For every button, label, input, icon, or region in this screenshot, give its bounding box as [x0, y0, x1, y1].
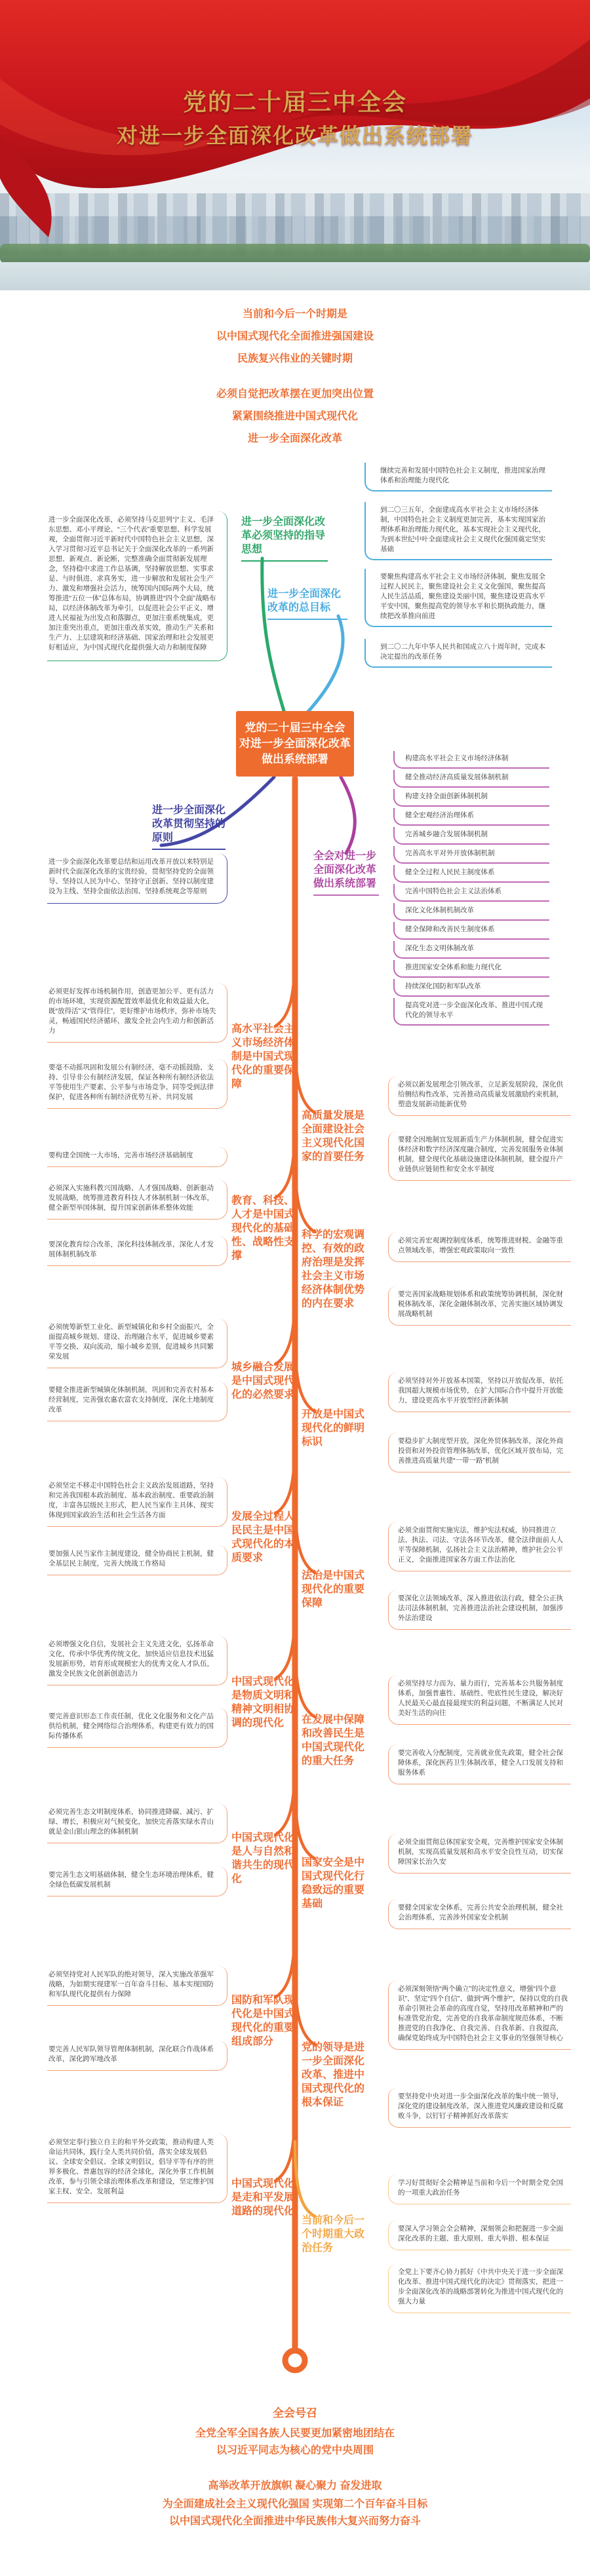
deployment-item: 推进国家安全体系和能力现代化: [393, 960, 549, 978]
intro-p1-line2: 以中国式现代化全面推进强国建设: [216, 331, 374, 342]
section-box: 必须深刻领悟“两个确立”的决定性意义，增强“四个意识”、坚定“四个自信”、做到“两个维护”，保持以党的自我革命引领社会革命的高度自觉，坚持用改革精神和严的标准管党治党，完善党的自我革命制度规范体系，不断推进党的自我净化、自我完善、自我革新、自我提高，确保党始终成为中国特色社会主义事业的坚强领导核心: [388, 1980, 571, 2050]
section-box: 必须全面贯彻实施宪法，维护宪法权威，协同推进立法、执法、司法、守法各环节改革，健全法律面前人人平等保障机制，弘扬社会主义法治精神，维护社会公平正义，全面推进国家各方面工作法治化: [388, 1522, 571, 1571]
deployment-item: 健全宏观经济治理体系: [393, 808, 549, 826]
section-label-opening-up: 开放是中国式现代化的鲜明标识: [302, 1409, 365, 1448]
intro-p2-line2: 紧紧围绕推进中国式现代化: [231, 411, 358, 422]
section-box: 要稳步扩大制度型开放，深化外贸体制改革，深化外商投资和对外投资管理体制改革，优化区域开放布局，完善推进高质量共建“一带一路”机制: [388, 1432, 571, 1472]
section-label-market-economy: 高水平社会主义市场经济体制是中国式现代化的重要保障: [231, 1024, 295, 1090]
section-box: 要完善收入分配制度，完善就业优先政策，健全社会保障体系，深化医药卫生体制改革，健全人口发展支持和服务体系: [388, 1744, 571, 1784]
section-label-urban-rural-integration: 城乡融合发展是中国式现代化的必然要求: [231, 1362, 295, 1400]
footer-line: 高举改革开放旗帜 凝心聚力 奋发进取: [208, 2480, 382, 2491]
river-water: [0, 262, 590, 290]
section-box: 要健全推进新型城镇化体制机制，巩固和完善农村基本经营制度，完善强农惠农富农支持制度，深化土地制度改革: [47, 1381, 227, 1421]
guiding-thought-box: 进一步全面深化改革，必须坚持马克思列宁主义、毛泽东思想、邓小平理论、“三个代表”重要思想、科学发展观，全面贯彻习近平新时代中国特色社会主义思想，深入学习贯彻习近平总书记关于全面深化改革的一系列新思想、新观点、新论断，完整准确全面贯彻新发展理念，坚持稳中求进工作总基调，坚持解放思想、实事求是、与时俱进、求真务实，进一步解放和发展社会生产力、激发和增强社会活力，统筹国内国际两个大局，统筹推进“五位一体”总体布局，协调推进“四个全面”战略布局，以经济体制改革为牵引，以促进社会公平正义、增进人民福祉为出发点和落脚点，更加注重系统集成，更加注重突出重点，更加注重改革实效，推动生产关系和生产力、上层建筑和经济基础、国家治理和社会发展更好相适应，为中国式现代化提供强大动力和制度保障: [47, 511, 227, 661]
intro-p2-line1: 必须自觉把改革摆在更加突出位置: [216, 389, 374, 400]
principles-box: 进一步全面深化改革要总结和运用改革开放以来特别是新时代全面深化改革的宝贵经验，贯彻坚持党的全面领导、坚持以人民为中心、坚持守正创新、坚持以制度建设为主线、坚持全面依法治国、坚持系统观念等原则: [47, 853, 227, 904]
deployment-item: 深化文化体制机制改革: [393, 903, 549, 921]
section-box: 必须深入实施科教兴国战略、人才强国战略、创新驱动发展战略，统筹推进教育科技人才体制机制一体改革，健全新型举国体制，提升国家创新体系整体效能: [47, 1180, 227, 1220]
footer-line: 以习近平同志为核心的党中央周围: [216, 2445, 374, 2456]
section-label-whole-process-democracy: 发展全过程人民民主是中国式现代化的本质要求: [231, 1511, 295, 1564]
goal-item: 到二〇二九年中华人民共和国成立八十周年时，完成本决定提出的改革任务: [364, 639, 552, 668]
section-label-national-security: 国家安全是中国式现代化行稳致远的重要基础: [302, 1857, 365, 1910]
section-box: 要毫不动摇巩固和发展公有制经济，毫不动摇鼓励、支持、引导非公有制经济发展，保证各种所有制经济依法平等使用生产要素、公平参与市场竞争、同等受到法律保护，促进各种所有制经济优势互补、共同发展: [47, 1059, 227, 1109]
section-box: 必须增强文化自信，发展社会主义先进文化，弘扬革命文化，传承中华优秀传统文化，加快适应信息技术迅猛发展新形势，培育形成规模宏大的优秀文化人才队伍，激发全民族文化创新创造活力: [47, 1636, 227, 1685]
section-box: 必须统筹新型工业化、新型城镇化和乡村全面振兴，全面提高城乡规划、建设、治理融合水平，促进城乡要素平等交换、双向流动，缩小城乡差别，促进城乡共同繁荣发展: [47, 1318, 227, 1368]
section-box: 必须坚持对外开放基本国策，坚持以开放促改革，依托我国超大规模市场优势，在扩大国际合作中提升开放能力，建设更高水平开放型经济新体制: [388, 1372, 571, 1412]
section-box: 要完善意识形态工作责任制，优化文化服务和文化产品供给机制，健全网络综合治理体系，构建更有效力的国际传播体系: [47, 1708, 227, 1748]
central-line3: 做出系统部署: [262, 753, 328, 765]
section-box: 必须完善生态文明制度体系，协同推进降碳、减污、扩绿、增长，积极应对气候变化，加快完善落实绿水青山就是金山银山理念的体制机制: [47, 1803, 227, 1843]
section-box: 要深化教育综合改革，深化科技体制改革，深化人才发展体制机制改革: [47, 1236, 227, 1266]
section-box: 必须坚持党对人民军队的绝对领导，深入实施改革强军战略，为如期实现建军一百年奋斗目标、基本实现国防和军队现代化提供有力保障: [47, 1966, 227, 2006]
central-topic-node: [236, 711, 354, 777]
deployment-item: 完善中国特色社会主义法治体系: [393, 884, 549, 902]
section-label-rule-of-law: 法治是中国式现代化的重要保障: [302, 1570, 365, 1609]
branch-label-overall-goal: 进一步全面深化改革的总目标: [267, 587, 347, 620]
goal-item: 到二〇三五年，全面建成高水平社会主义市场经济体制，中国特色社会主义制度更加完善，基本实现国家治理体系和治理能力现代化，基本实现社会主义现代化，为到本世纪中叶全面建成社会主义现代化强国奠定坚实基础: [364, 502, 552, 560]
section-label-party-leadership: 党的领导是进一步全面深化改革、推进中国式现代化的根本保证: [302, 2042, 365, 2108]
section-box: 必须坚持尽力而为、量力而行，完善基本公共服务制度体系，加强普惠性、基础性、兜底性民生建设，解决好人民最关心最直接最现实的利益问题，不断满足人民对美好生活的向往: [388, 1675, 571, 1725]
section-box: 要完善人民军队领导管理体制机制，深化联合作战体系改革，深化跨军地改革: [47, 2041, 227, 2071]
section-box: 学习好贯彻好全会精神是当前和今后一个时期全党全国的一项重大政治任务: [388, 2174, 571, 2204]
branch-label-principles: 进一步全面深化改革贯彻坚持的原则: [152, 803, 226, 850]
main-title-line1: 党的二十届三中全会: [182, 88, 407, 115]
deployment-item: 健全全过程人民民主制度体系: [393, 865, 549, 883]
deployment-item: 完善城乡融合发展体制机制: [393, 827, 549, 845]
section-label-material-spiritual-civilization: 中国式现代化是物质文明和精神文明相协调的现代化: [231, 1676, 295, 1729]
section-box: 要深化立法领域改革，深入推进依法行政，健全公正执法司法体制机制，完善推进法治社会建设机制，加强涉外法治建设: [388, 1590, 571, 1630]
section-label-education-science-talent: 教育、科技、人才是中国式现代化的基础性、战略性支撑: [231, 1195, 295, 1261]
goal-item: 继续完善和发展中国特色社会主义制度，推进国家治理体系和治理能力现代化: [364, 463, 552, 491]
section-box: 要坚持党中央对进一步全面深化改革的集中统一领导，深化党的建设制度改革，深入推进党风廉政建设和反腐败斗争，以钉钉子精神抓好改革落实: [388, 2088, 571, 2128]
section-box: 要深入学习领会全会精神，深刻领会和把握进一步全面深化改革的主题、重大原则、重大举措、根本保证: [388, 2220, 571, 2250]
section-box: 要完善生态文明基础体制，健全生态环境治理体系，健全绿色低碳发展机制: [47, 1866, 227, 1896]
footer-line: 全党全军全国各族人民要更加紧密地团结在: [195, 2428, 395, 2439]
section-box: 要完善国家战略规划体系和政策统筹协调机制，深化财税体制改革，深化金融体制改革，完善实施区域协调发展战略机制: [388, 1286, 571, 1326]
central-line2: 对进一步全面深化改革: [239, 737, 351, 750]
section-box: 必须完善宏观调控制度体系，统筹推进财税、金融等重点领域改革，增强宏观政策取向一致性: [388, 1232, 571, 1262]
section-box: 要构建全国统一大市场，完善市场经济基础制度: [47, 1147, 227, 1167]
branch-label-guiding-thought: 进一步全面深化改革必须坚持的指导思想: [241, 515, 328, 562]
main-title-line2: 对进一步全面深化改革做出系统部署: [116, 124, 473, 147]
section-box: 必须全面贯彻总体国家安全观，完善维护国家安全体制机制，实现高质量发展和高水平安全良性互动，切实保障国家长治久安: [388, 1834, 571, 1874]
branch-label-deployment: 全会对进一步全面深化改革做出系统部署: [313, 849, 379, 896]
deployment-item: 提高党对进一步全面深化改革、推进中国式现代化的领导水平: [393, 998, 549, 1026]
deployment-item: 持续深化国防和军队改革: [393, 979, 549, 997]
section-box: 必须坚定奉行独立自主的和平外交政策，推动构建人类命运共同体，践行全人类共同价值，落实全球发展倡议、全球安全倡议、全球文明倡议，倡导平等有序的世界多极化、普惠包容的经济全球化，深化外事工作机制改革，参与引领全球治理体系改革和建设，坚定维护国家主权、安全、发展利益: [47, 2134, 227, 2203]
deployment-item: 完善高水平对外开放体制机制: [393, 846, 549, 864]
deployment-item: 健全保障和改善民生制度体系: [393, 922, 549, 940]
intro-p2-line3: 进一步全面深化改革: [247, 433, 342, 444]
section-label-peoples-livelihood: 在发展中保障和改善民生是中国式现代化的重大任务: [302, 1714, 365, 1767]
footer-line: 为全面建成社会主义现代化强国 实现第二个百年奋斗目标: [162, 2499, 428, 2510]
section-box: 必须以新发展理念引领改革，立足新发展阶段，深化供给侧结构性改革，完善推动高质量发展激励约束机制，塑造发展新动能新优势: [388, 1076, 571, 1116]
section-box: 必须坚定不移走中国特色社会主义政治发展道路，坚持和完善我国根本政治制度、基本政治制度、重要政治制度，丰富各层级民主形式，把人民当家作主具体、现实体现到国家政治生活和社会生活各方面: [47, 1477, 227, 1527]
deployment-item: 构建高水平社会主义市场经济体制: [393, 751, 549, 769]
section-box: 必须更好发挥市场机制作用，创造更加公平、更有活力的市场环境，实现资源配置效率最优化和效益最大化，既“放得活”又“管得住”，更好维护市场秩序，弥补市场失灵，畅通国民经济循环，激发全社会内生动力和创新活力: [47, 983, 227, 1043]
section-box: 要健全因地制宜发展新质生产力体制机制，健全促进实体经济和数字经济深度融合制度，完善发展服务业体制机制，健全现代化基础设施建设体制机制，健全提升产业链供应链韧性和安全水平制度: [388, 1131, 571, 1181]
deployment-item: 构建支持全面创新体制机制: [393, 789, 549, 807]
central-line1: 党的二十届三中全会: [245, 721, 345, 734]
goal-item: 要聚焦构建高水平社会主义市场经济体制，聚焦发展全过程人民民主，聚焦建设社会主义文化强国，聚焦提高人民生活品质，聚焦建设美丽中国，聚焦建设更高水平平安中国，聚焦提高党的领导水平和长期执政能力，继续把改革推向前进: [364, 569, 552, 627]
section-label-macro-governance: 科学的宏观调控、有效的政府治理是发挥社会主义市场经济体制优势的内在要求: [302, 1229, 365, 1309]
section-box: 要加强人民当家作主制度建设，健全协商民主机制，健全基层民主制度，完善大统战工作格局: [47, 1545, 227, 1575]
section-label-major-political-task: 当前和今后一个时期重大政治任务: [302, 2215, 365, 2254]
deployment-item: 深化生态文明体制改革: [393, 941, 549, 959]
section-label-national-defense: 国防和军队现代化是中国式现代化的重要组成部分: [231, 1995, 295, 2047]
section-box: 全党上下要齐心协力抓好《中共中央关于进一步全面深化改革、推进中国式现代化的决定》贯彻落实，把进一步全面深化改革的战略部署转化为推进中国式现代化的强大力量: [388, 2263, 571, 2313]
footer-line: 以中国式现代化全面推进中华民族伟大复兴而努力奋斗: [168, 2516, 421, 2527]
deployment-item: 健全推动经济高质量发展体制机制: [393, 770, 549, 788]
intro-p1-line3: 民族复兴伟业的关键时期: [237, 353, 353, 364]
section-label-high-quality-development: 高质量发展是全面建设社会主义现代化国家的首要任务: [302, 1110, 365, 1163]
intro-p1-line1: 当前和今后一个时期是: [242, 309, 347, 320]
section-label-harmony-with-nature: 中国式现代化是人与自然和谐共生的现代化: [231, 1832, 295, 1885]
footer-call-title: 全会号召: [273, 2407, 317, 2419]
section-label-peaceful-development: 中国式现代化是走和平发展道路的现代化: [231, 2178, 295, 2217]
section-box: 要健全国家安全体系，完善公共安全治理机制，健全社会治理体系，完善涉外国家安全机制: [388, 1899, 571, 1929]
